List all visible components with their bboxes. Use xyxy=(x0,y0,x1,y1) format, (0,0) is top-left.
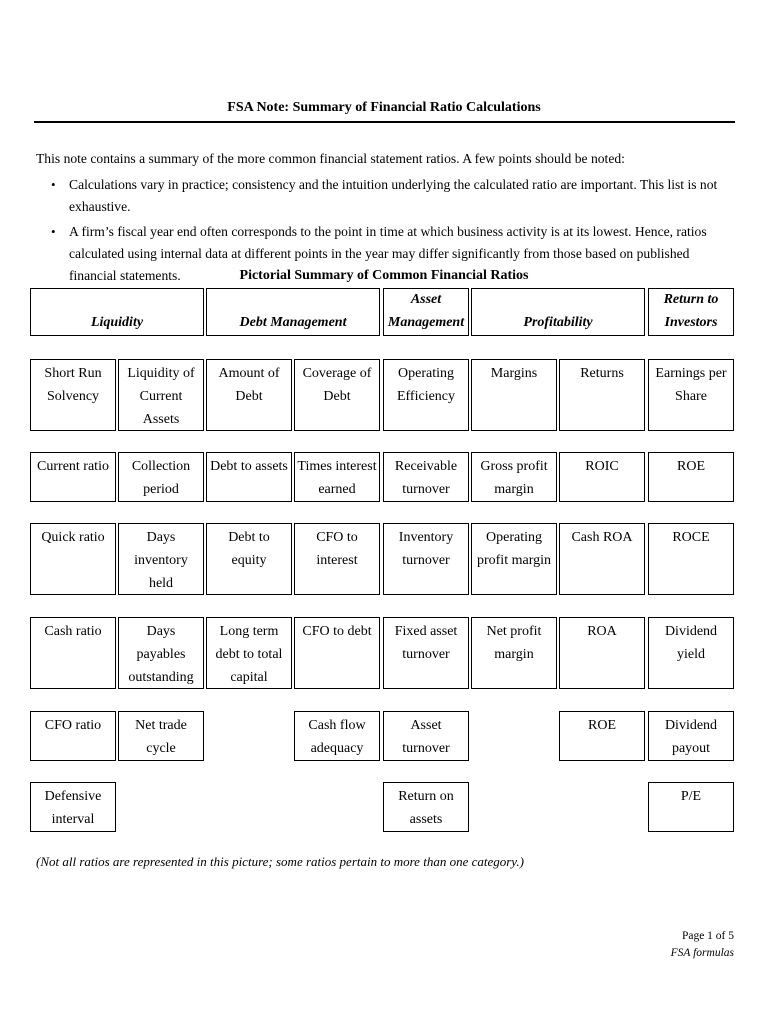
ratio-box-label: Current ratio xyxy=(37,459,109,474)
subcategory-box-label: Amount of Debt xyxy=(218,366,280,404)
ratio-box-label: CFO ratio xyxy=(44,718,102,733)
ratio-box xyxy=(118,711,204,761)
ratio-box xyxy=(559,523,645,595)
ratio-box-label: Gross profit margin xyxy=(480,459,548,497)
ratio-box-label: Days inventory held xyxy=(134,530,188,591)
ratio-box xyxy=(206,523,292,595)
ratio-box xyxy=(383,617,469,689)
subcategory-box xyxy=(383,359,469,431)
ratio-box-label: Asset turnover xyxy=(402,718,450,756)
ratio-box xyxy=(648,782,734,832)
subcategory-box-label: Coverage of Debt xyxy=(302,366,372,404)
ratio-box xyxy=(383,711,469,761)
ratio-box xyxy=(559,452,645,502)
diagram-title: Pictorial Summary of Common Financial Ratios xyxy=(239,268,529,283)
ratio-box xyxy=(294,523,380,595)
ratio-box-label: Cash ratio xyxy=(44,624,102,639)
ratio-box xyxy=(383,782,469,832)
ratio-box xyxy=(648,523,734,595)
subcategory-box xyxy=(294,359,380,431)
ratio-box-label: Operating profit margin xyxy=(476,530,551,568)
ratio-box-label: P/E xyxy=(680,789,702,804)
subcategory-box xyxy=(30,359,116,431)
subcategory-box xyxy=(559,359,645,431)
ratio-box xyxy=(471,452,557,502)
ratio-box-label: Dividend yield xyxy=(664,624,718,662)
ratio-box xyxy=(118,617,204,689)
category-header-label: Return to Investors xyxy=(663,292,719,330)
ratio-box-label: Inventory turnover xyxy=(398,530,454,568)
ratio-box-label: Long term debt to total capital xyxy=(215,624,283,685)
bullet-icon: • xyxy=(51,177,56,192)
ratio-box xyxy=(294,711,380,761)
page-number: Page 1 of 5 xyxy=(681,930,734,942)
ratio-box xyxy=(383,523,469,595)
category-header-label: Profitability xyxy=(523,315,593,330)
subcategory-box-label: Returns xyxy=(580,366,624,381)
subcategory-box xyxy=(648,359,734,431)
ratio-box-label: Defensive interval xyxy=(44,789,102,827)
ratio-box-label: ROE xyxy=(677,459,705,474)
ratio-box-label: Net trade cycle xyxy=(135,718,187,756)
ratio-box-label: Fixed asset turnover xyxy=(394,624,458,662)
ratio-box-label: CFO to debt xyxy=(302,624,372,639)
subcategory-box xyxy=(206,359,292,431)
ratio-box xyxy=(559,711,645,761)
subcategory-box-label: Operating Efficiency xyxy=(396,366,456,404)
ratio-box xyxy=(383,452,469,502)
ratio-box-label: Receivable turnover xyxy=(394,459,458,497)
ratio-box-label: Debt to equity xyxy=(228,530,270,568)
subcategory-box xyxy=(118,359,204,431)
list-item xyxy=(36,174,736,218)
ratio-box-label: Net profit margin xyxy=(486,624,542,662)
ratio-box xyxy=(118,523,204,595)
category-header xyxy=(206,288,380,336)
ratio-box xyxy=(471,617,557,689)
ratio-box-label: ROA xyxy=(587,624,617,639)
ratio-box xyxy=(30,782,116,832)
ratio-box xyxy=(206,617,292,689)
ratio-box-label: Days payables outstanding xyxy=(128,624,194,685)
ratio-box xyxy=(559,617,645,689)
ratio-box-label: ROCE xyxy=(672,530,710,545)
category-header-label: Liquidity xyxy=(90,315,144,330)
intro-paragraph: This note contains a summary of the more common financial statement ratios. A few points should be noted: xyxy=(36,151,625,166)
ratio-box-label: Cash ROA xyxy=(571,530,633,545)
subcategory-box-label: Earnings per Share xyxy=(655,366,727,404)
ratio-box-label: CFO to interest xyxy=(316,530,358,568)
category-header-label: Debt Management xyxy=(239,315,347,330)
ratio-box xyxy=(30,617,116,689)
document-name: FSA formulas xyxy=(670,947,734,959)
ratio-box xyxy=(648,617,734,689)
ratio-box-label: Collection period xyxy=(131,459,191,497)
ratio-box-label: ROE xyxy=(588,718,616,733)
bullet-text: Calculations vary in practice; consistency and the intuition underlying the calculated ratio are important. This list is not exhaustive. xyxy=(69,177,718,214)
ratio-box xyxy=(648,711,734,761)
category-header xyxy=(471,288,645,336)
subcategory-box-label: Short Run Solvency xyxy=(44,366,102,404)
ratio-box xyxy=(294,452,380,502)
ratio-box xyxy=(30,452,116,502)
title-rule xyxy=(34,121,735,123)
ratio-box-label: Times interest earned xyxy=(297,459,377,497)
ratio-box-label: Cash flow adequacy xyxy=(308,718,366,756)
bullet-icon: • xyxy=(51,224,56,239)
ratio-box xyxy=(206,452,292,502)
ratio-box-label: Return on assets xyxy=(398,789,454,827)
ratio-box xyxy=(30,711,116,761)
ratio-box xyxy=(471,523,557,595)
category-header xyxy=(383,288,469,336)
category-header xyxy=(648,288,734,336)
category-header-label: Asset Management xyxy=(387,292,465,330)
category-header xyxy=(30,288,204,336)
ratio-box-label: Quick ratio xyxy=(41,530,105,545)
ratio-box xyxy=(30,523,116,595)
document-title: FSA Note: Summary of Financial Ratio Calculations xyxy=(227,100,541,115)
bullet-text: A firm’s fiscal year end often corresponds to the point in time at which business activity is at its lowest. Hence, ratios calculated using internal data at different points in the year may differ significantly from those based on published financial statements. xyxy=(69,224,707,283)
ratio-box-label: Dividend payout xyxy=(664,718,718,756)
subcategory-box-label: Liquidity of Current Assets xyxy=(127,366,195,427)
subcategory-box-label: Margins xyxy=(490,366,538,381)
ratio-box xyxy=(294,617,380,689)
ratio-box-label: ROIC xyxy=(585,459,619,474)
footnote: (Not all ratios are represented in this picture; some ratios pertain to more than one category.) xyxy=(36,854,524,869)
ratio-box xyxy=(648,452,734,502)
ratio-box-label: Debt to assets xyxy=(210,459,288,474)
subcategory-box xyxy=(471,359,557,431)
ratio-box xyxy=(118,452,204,502)
